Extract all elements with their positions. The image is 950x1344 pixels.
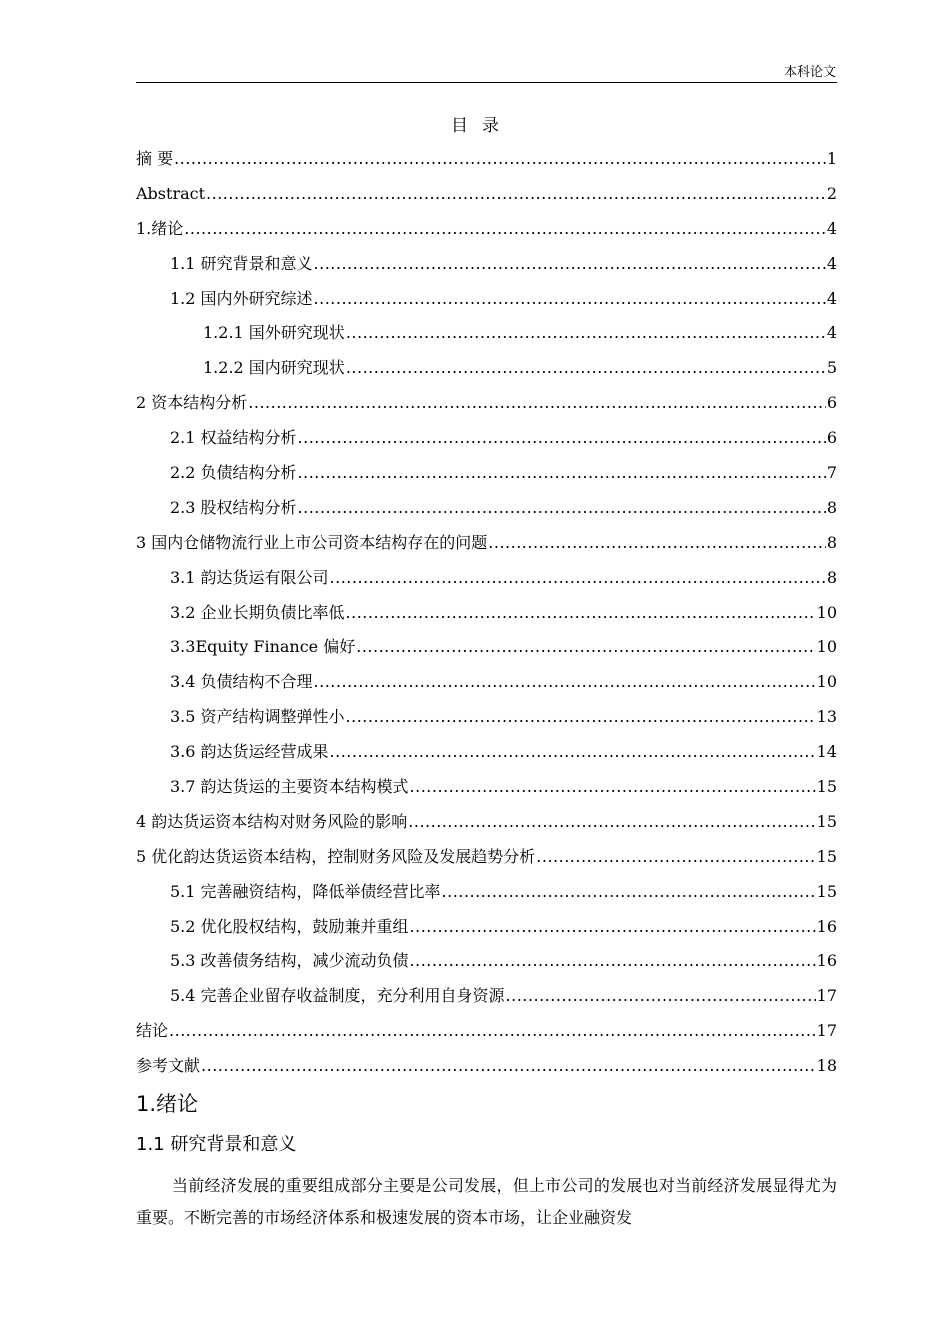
toc-entry-label: 5.1 完善融资结构，降低举债经营比率 bbox=[170, 881, 441, 901]
chapter-heading: 1.绪论 bbox=[136, 1092, 199, 1116]
toc-leader-dots bbox=[410, 948, 816, 974]
toc-entry-label: 3.1 韵达货运有限公司 bbox=[170, 567, 329, 587]
toc-entry-page: 15 bbox=[816, 881, 837, 901]
toc-entry-label: 1.2.2 国内研究现状 bbox=[203, 358, 345, 378]
toc-entry-page: 7 bbox=[826, 463, 837, 483]
toc-leader-dots bbox=[314, 286, 826, 312]
toc-entry-page: 1 bbox=[826, 149, 837, 168]
section-heading: 1.1 研究背景和意义 bbox=[136, 1134, 297, 1155]
toc-entry[interactable] bbox=[136, 355, 837, 390]
toc-leader-dots bbox=[330, 565, 826, 591]
toc-entry[interactable] bbox=[136, 634, 837, 669]
toc-entry[interactable] bbox=[136, 809, 837, 844]
toc-entry-label: 1.1 研究背景和意义 bbox=[170, 253, 313, 273]
toc-entry-label: 5.3 改善债务结构，减少流动负债 bbox=[170, 951, 409, 971]
toc-leader-dots bbox=[201, 1053, 816, 1079]
toc-entry-page: 10 bbox=[816, 672, 837, 692]
toc-entry-label: 2.3 股权结构分析 bbox=[170, 497, 297, 517]
toc-leader-dots bbox=[298, 460, 826, 486]
toc-entry[interactable] bbox=[136, 669, 837, 704]
toc-entry[interactable] bbox=[136, 948, 837, 983]
toc-entry[interactable] bbox=[136, 844, 837, 879]
toc-leader-dots bbox=[248, 390, 826, 416]
toc-entry-page: 16 bbox=[816, 916, 837, 936]
toc-entry-page: 4 bbox=[826, 218, 837, 238]
toc-entry[interactable] bbox=[136, 1053, 837, 1088]
toc-entry[interactable] bbox=[136, 181, 837, 216]
toc-leader-dots bbox=[536, 844, 815, 870]
toc-leader-dots bbox=[488, 530, 826, 556]
toc-leader-dots bbox=[346, 355, 826, 381]
toc-entry-label: 1.2 国内外研究综述 bbox=[170, 288, 313, 308]
toc-entry-page: 8 bbox=[826, 567, 837, 587]
toc-entry-page: 18 bbox=[816, 1056, 837, 1076]
toc-entry-label: 摘 要 bbox=[136, 149, 174, 168]
toc-entry[interactable] bbox=[136, 216, 837, 251]
toc-entry-page: 10 bbox=[816, 602, 837, 622]
toc-leader-dots bbox=[356, 634, 815, 660]
toc-entry-label: 5.2 优化股权结构，鼓励兼并重组 bbox=[170, 916, 409, 936]
toc-entry[interactable] bbox=[136, 704, 837, 739]
running-header: 本科论文 bbox=[783, 65, 836, 80]
toc-entry-page: 14 bbox=[816, 742, 837, 762]
toc-entry[interactable] bbox=[136, 251, 837, 286]
toc-entry[interactable] bbox=[136, 774, 837, 809]
toc-entry-label: 2.2 负债结构分析 bbox=[170, 463, 297, 483]
toc-entry-page: 17 bbox=[816, 986, 837, 1006]
toc-entry[interactable] bbox=[136, 320, 837, 355]
toc-entry[interactable] bbox=[136, 495, 837, 530]
toc-entry-label: 4 韵达货运资本结构对财务风险的影响 bbox=[136, 811, 408, 831]
toc-entry-page: 15 bbox=[816, 846, 837, 866]
toc-entry[interactable] bbox=[136, 146, 837, 181]
toc-entry-page: 5 bbox=[826, 358, 837, 378]
toc-entry-page: 17 bbox=[816, 1021, 837, 1041]
toc-entry-label: Abstract bbox=[136, 183, 206, 203]
toc-leader-dots bbox=[506, 983, 816, 1009]
toc-entry[interactable] bbox=[136, 739, 837, 774]
toc-leader-dots bbox=[408, 809, 815, 835]
toc-leader-dots bbox=[169, 1018, 816, 1044]
toc-leader-dots bbox=[314, 251, 826, 277]
toc-entry-label: 3.4 负债结构不合理 bbox=[170, 672, 313, 692]
toc-leader-dots bbox=[346, 704, 816, 730]
toc-entry-label: 参考文献 bbox=[136, 1056, 201, 1076]
table-of-contents bbox=[136, 146, 837, 1088]
toc-entry[interactable] bbox=[136, 914, 837, 949]
toc-entry-label: 3.2 企业长期负债比率低 bbox=[170, 602, 345, 622]
toc-entry-label: 结论 bbox=[136, 1021, 169, 1041]
toc-entry-label: 1.2.1 国外研究现状 bbox=[203, 323, 345, 343]
toc-entry[interactable] bbox=[136, 530, 837, 565]
toc-entry-page: 4 bbox=[826, 323, 837, 343]
toc-entry[interactable] bbox=[136, 1018, 837, 1053]
toc-entry-label: 1.绪论 bbox=[136, 218, 184, 238]
toc-leader-dots bbox=[346, 600, 816, 626]
toc-leader-dots bbox=[184, 216, 826, 242]
toc-title: 目录 bbox=[451, 116, 513, 136]
toc-leader-dots bbox=[410, 774, 816, 800]
toc-leader-dots bbox=[442, 879, 816, 905]
toc-entry[interactable] bbox=[136, 460, 837, 495]
toc-leader-dots bbox=[410, 914, 816, 940]
toc-entry-page: 8 bbox=[826, 497, 837, 517]
toc-entry[interactable] bbox=[136, 425, 837, 460]
body-paragraph: 当前经济发展的重要组成部分主要是公司发展，但上市公司的发展也对当前经济发展显得尤为重要。不断完善的市场经济体系和极速发展的资本市场，让企业融资发 bbox=[136, 1176, 837, 1227]
toc-entry-label: 3.5 资产结构调整弹性小 bbox=[170, 707, 345, 727]
toc-entry-page: 15 bbox=[816, 777, 837, 797]
toc-leader-dots bbox=[298, 425, 826, 451]
toc-entry-label: 3.7 韵达货运的主要资本结构模式 bbox=[170, 777, 409, 797]
toc-entry[interactable] bbox=[136, 286, 837, 321]
toc-entry-label: 2 资本结构分析 bbox=[136, 393, 248, 413]
toc-entry-page: 10 bbox=[816, 637, 837, 657]
toc-leader-dots bbox=[346, 320, 826, 346]
header-rule bbox=[136, 82, 837, 83]
toc-entry[interactable] bbox=[136, 600, 837, 635]
toc-entry-label: 5 优化韵达货运资本结构，控制财务风险及发展趋势分析 bbox=[136, 846, 536, 866]
toc-entry-label: 3.3Equity Finance 偏好 bbox=[170, 637, 356, 657]
toc-entry-page: 2 bbox=[826, 183, 837, 203]
toc-entry-label: 2.1 权益结构分析 bbox=[170, 428, 297, 448]
toc-entry[interactable] bbox=[136, 879, 837, 914]
toc-entry-page: 16 bbox=[816, 951, 837, 971]
toc-leader-dots bbox=[298, 495, 826, 521]
toc-entry[interactable] bbox=[136, 983, 837, 1018]
toc-leader-dots bbox=[174, 146, 826, 172]
toc-entry-page: 13 bbox=[816, 707, 837, 727]
toc-entry[interactable] bbox=[136, 565, 837, 600]
toc-entry-page: 4 bbox=[826, 253, 837, 273]
toc-entry[interactable] bbox=[136, 390, 837, 425]
toc-entry-page: 6 bbox=[826, 428, 837, 448]
toc-entry-page: 15 bbox=[816, 811, 837, 831]
toc-entry-page: 6 bbox=[826, 393, 837, 413]
toc-leader-dots bbox=[314, 669, 816, 695]
toc-entry-label: 3.6 韵达货运经营成果 bbox=[170, 742, 329, 762]
toc-entry-page: 4 bbox=[826, 288, 837, 308]
toc-leader-dots bbox=[330, 739, 816, 765]
toc-leader-dots bbox=[206, 181, 826, 207]
toc-entry-page: 8 bbox=[826, 532, 837, 552]
toc-entry-label: 5.4 完善企业留存收益制度，充分利用自身资源 bbox=[170, 986, 505, 1006]
toc-entry-label: 3 国内仓储物流行业上市公司资本结构存在的问题 bbox=[136, 532, 488, 552]
